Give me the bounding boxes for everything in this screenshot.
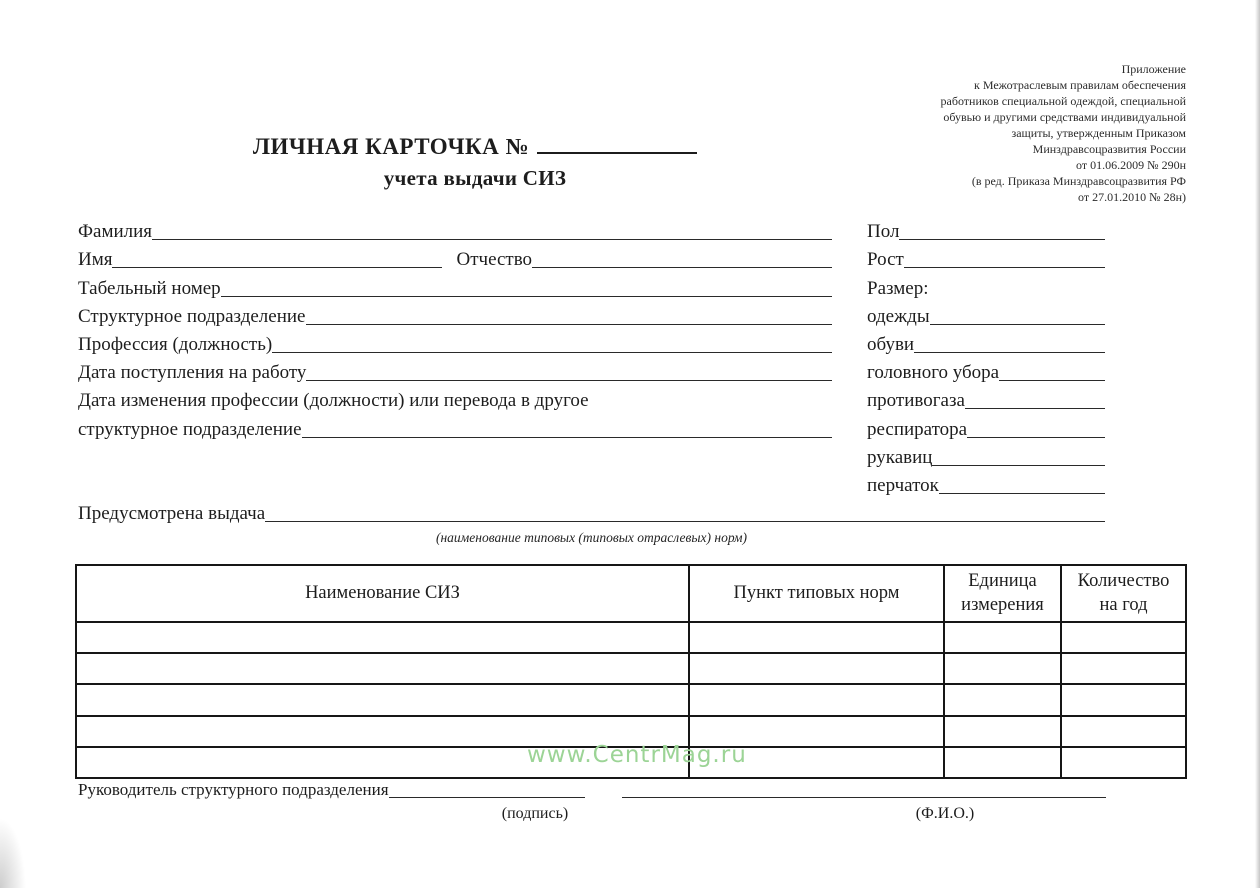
field-structural-unit-blank (306, 324, 833, 325)
field-personnel-number-blank (221, 296, 832, 297)
field-mittens-blank (932, 465, 1105, 466)
siz-table (75, 564, 1187, 779)
field-first-name-blank (112, 267, 442, 268)
card-number-blank (537, 150, 697, 154)
table-cell (76, 747, 689, 778)
field-change-date-line1 (78, 387, 832, 415)
table-header-row (76, 565, 1186, 622)
table-cell (689, 653, 944, 684)
field-size-label: Размер: (867, 277, 929, 299)
full-name-caption: (Ф.И.О.) (915, 805, 975, 822)
field-patronymic-label: Отчество (456, 249, 533, 271)
table-cell (689, 747, 944, 778)
page-title (95, 134, 855, 160)
table-cell (944, 622, 1061, 653)
table-cell (689, 622, 944, 653)
table-row (76, 716, 1186, 747)
table-cell (944, 653, 1061, 684)
table-cell (1061, 653, 1186, 684)
field-issue-norms-blank (265, 521, 1105, 522)
field-clothing-label: одежды (867, 305, 930, 327)
column-header-siz-name: Наименование СИЗ (76, 565, 689, 622)
table-cell (76, 716, 689, 747)
signature-blank (389, 797, 585, 798)
regulation-note-line: (в ред. Приказа Минздравсоцразвития РФ (971, 174, 1186, 188)
field-change-date-blank (302, 437, 832, 438)
field-gas-mask-label: противогаза (867, 390, 965, 412)
field-profession-label: Профессия (должность) (78, 333, 273, 355)
field-personnel-number (78, 274, 832, 302)
table-cell (76, 653, 689, 684)
field-size-gloves (867, 472, 1105, 500)
table-row (76, 653, 1186, 684)
table-cell (76, 622, 689, 653)
scan-edge-shadow (1255, 0, 1260, 888)
field-gloves-label: перчаток (867, 474, 939, 496)
regulation-note-line: защиты, утвержденным Приказом (1011, 126, 1186, 140)
fields-section (78, 218, 1105, 500)
issue-norms-caption: (наименование типовых (типовых отраслевых) норм) (435, 530, 748, 546)
column-header-qty-per-year: Количество на год (1061, 565, 1186, 622)
field-employment-date (78, 359, 832, 387)
column-header-unit: Единица измерения (944, 565, 1061, 622)
field-change-date-label2: структурное подразделение (78, 418, 302, 440)
field-profession-blank (272, 352, 832, 353)
field-height-blank (904, 267, 1105, 268)
field-personnel-number-label: Табельный номер (78, 277, 221, 299)
field-department-head (78, 779, 1106, 803)
issue-section (78, 500, 1105, 546)
table-cell (1061, 716, 1186, 747)
siz-table-body (76, 622, 1186, 778)
full-name-blank (622, 797, 1106, 798)
field-change-date-label: Дата изменения профессии (должности) или перевода в другое (78, 390, 589, 412)
table-cell (1061, 622, 1186, 653)
table-cell (689, 716, 944, 747)
regulation-note-line: обувью и другими средствами индивидуальной (943, 110, 1186, 124)
department-head-label: Руководитель структурного подразделения (78, 780, 389, 799)
field-size-headgear (867, 359, 1105, 387)
regulation-note-line: к Межотраслевым правилам обеспечения (974, 78, 1186, 92)
field-surname (78, 218, 832, 246)
field-employment-date-blank (306, 380, 832, 381)
field-size-clothing (867, 303, 1105, 331)
field-first-name-label: Имя (78, 249, 113, 271)
field-change-date-line2 (78, 415, 832, 443)
field-respirator-label: респиратора (867, 418, 968, 440)
page-title-text: ЛИЧНАЯ КАРТОЧКА № (252, 134, 530, 159)
table-cell (76, 684, 689, 715)
field-issue-norms (78, 500, 1105, 528)
regulation-note-line: от 27.01.2010 № 28н) (1078, 190, 1186, 204)
field-sex-blank (899, 239, 1105, 240)
fields-right-column (867, 218, 1105, 500)
fields-left-column (78, 218, 832, 500)
regulation-note-line: от 01.06.2009 № 290н (1076, 158, 1186, 172)
field-footwear-label: обуви (867, 333, 915, 355)
regulation-note-line: Приложение (1121, 62, 1186, 76)
field-height-label: Рост (867, 249, 904, 271)
signature-section (78, 779, 1106, 822)
table-cell (944, 747, 1061, 778)
title-block (95, 134, 855, 191)
field-size-mittens (867, 444, 1105, 472)
field-size-gas-mask (867, 387, 1105, 415)
field-surname-blank (152, 239, 832, 240)
field-name-patronymic (78, 246, 832, 274)
field-sex (867, 218, 1105, 246)
table-cell (944, 684, 1061, 715)
table-cell (1061, 684, 1186, 715)
field-profession (78, 331, 832, 359)
field-patronymic-blank (532, 267, 832, 268)
field-surname-label: Фамилия (78, 221, 153, 243)
table-cell (944, 716, 1061, 747)
siz-table-head (76, 565, 1186, 622)
field-mittens-label: рукавиц (867, 446, 933, 468)
field-issue-norms-label: Предусмотрена выдача (78, 503, 266, 525)
field-clothing-blank (930, 324, 1105, 325)
table-row (76, 747, 1186, 778)
scan-corner-shadow (0, 818, 26, 888)
field-height (867, 246, 1105, 274)
regulation-note-line: работников специальной одеждой, специальной (940, 94, 1186, 108)
field-employment-date-label: Дата поступления на работу (78, 362, 307, 384)
field-footwear-blank (914, 352, 1105, 353)
column-header-norm-point: Пункт типовых норм (689, 565, 944, 622)
field-size-respirator (867, 415, 1105, 443)
field-gloves-blank (939, 493, 1105, 494)
watermark: www.CentrMag.ru (527, 742, 747, 768)
page-subtitle: учета выдачи СИЗ (383, 166, 567, 190)
table-cell (1061, 747, 1186, 778)
field-headgear-blank (999, 380, 1105, 381)
field-structural-unit (78, 303, 832, 331)
field-gas-mask-blank (965, 408, 1105, 409)
signature-caption: (подпись) (501, 805, 569, 822)
table-row (76, 622, 1186, 653)
field-headgear-label: головного убора (867, 362, 1000, 384)
field-respirator-blank (967, 437, 1105, 438)
field-structural-unit-label: Структурное подразделение (78, 305, 306, 327)
field-size-header (867, 274, 1105, 302)
table-cell (689, 684, 944, 715)
field-sex-label: Пол (867, 221, 900, 243)
table-row (76, 684, 1186, 715)
regulation-note-line: Минздравсоцразвития России (1032, 142, 1186, 156)
field-size-footwear (867, 331, 1105, 359)
